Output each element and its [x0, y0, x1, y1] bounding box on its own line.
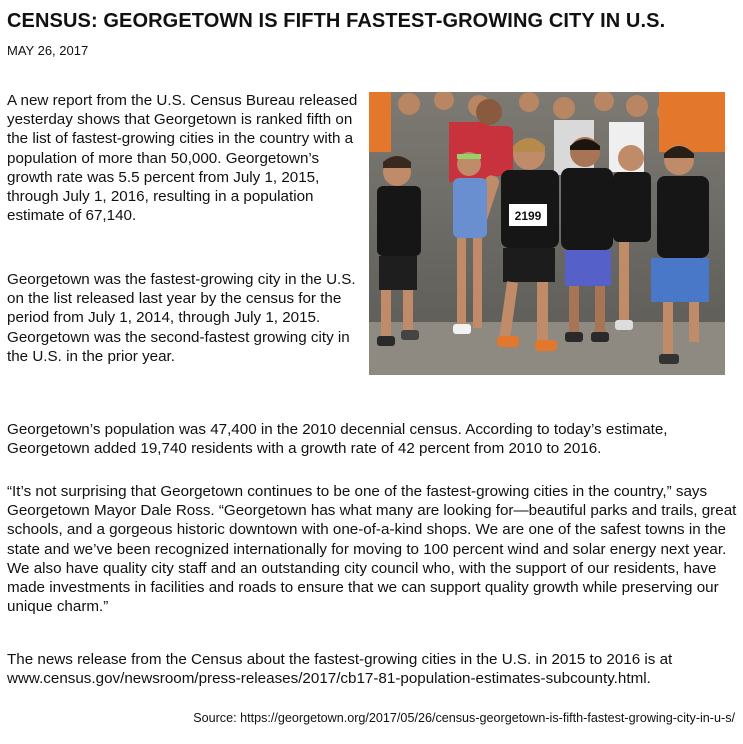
source-citation: Source: https://georgetown.org/2017/05/26/census-georgetown-is-fifth-fastest-growing-city-in-u-s/: [193, 711, 735, 725]
article-title: CENSUS: GEORGETOWN IS FIFTH FASTEST-GROWING CITY IN U.S.: [7, 10, 666, 32]
paragraph-population: Georgetown’s population was 47,400 in the 2010 decennial census. According to today’s estimate, Georgetown added 19,740 residents with a growth rate of 42 percent from 2010 to 2016.: [7, 421, 668, 458]
article-date: MAY 26, 2017: [7, 43, 89, 58]
race-bib-number: 2199: [514, 209, 542, 223]
paragraph-census-report: A new report from the U.S. Census Bureau released yesterday shows that Georgetown is ranked fifth on the list of fastest-growing cities in the country with a population of more than 50,000. Georgetown’s growth rate was 5.5 percent from July 1, 2015, through July 1, 2016, resulting in a population estimate of 67,140.: [7, 92, 358, 225]
paragraph-previous-ranking: Georgetown was the fastest-growing city in the U.S. on the list released last year by the census for the period from July 1, 2014, through July 1, 2015. Georgetown was the second-fastest growing city in the U.S. in the prior year.: [7, 271, 356, 365]
paragraph-news-release: The news release from the Census about the fastest-growing cities in the U.S. in 2015 to 2016 is at www.census.gov/newsroom/press-releases/2017/cb17-81-population-estimates-subcounty.html.: [7, 651, 673, 688]
paragraph-mayor-quote: “It’s not surprising that Georgetown continues to be one of the fastest-growing cities in the country,” says Georgetown Mayor Dale Ross. “Georgetown has what many are looking for—beautiful parks and trails, great schools, and a gorgeous historic downtown with one-of-a-kind shops. We are one of the safest towns in the state and we’ve been recognized internationally for moving to 100 percent wind and solar energy next year. We also have quality city staff and an outstanding city council who, with the support of our residents, have made investments in facilities and roads to ensure that we can support quality growth while preserving our unique charm.”: [7, 483, 737, 616]
race-photo: [369, 92, 725, 375]
